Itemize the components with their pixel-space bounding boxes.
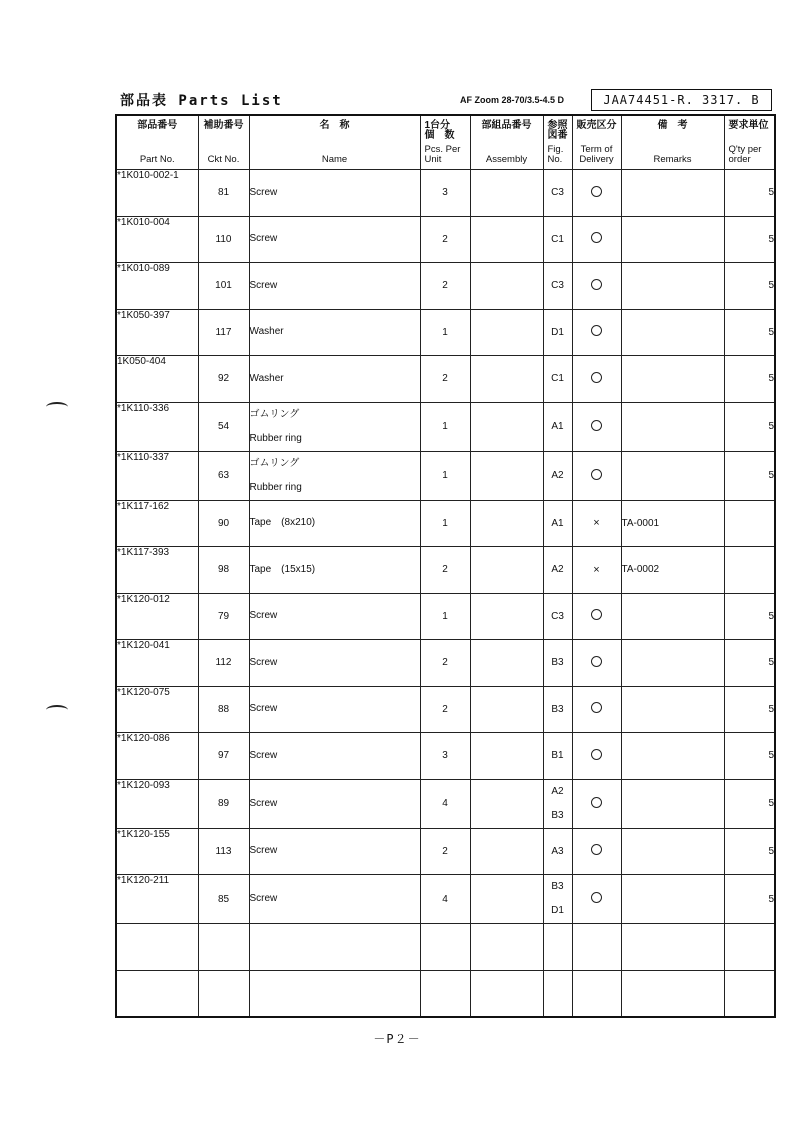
ckt-number-cell: 97 bbox=[198, 733, 249, 780]
header-fig-no bbox=[543, 115, 572, 170]
available-circle-icon bbox=[591, 797, 602, 808]
remarks-cell bbox=[621, 593, 724, 640]
remarks-cell bbox=[621, 263, 724, 310]
part-number-cell: *1K110-337 bbox=[116, 451, 198, 500]
name-cell: Screw bbox=[249, 686, 420, 733]
header-part-no bbox=[116, 115, 198, 170]
empty-row bbox=[116, 970, 775, 1017]
header-assembly-jp: 部組品番号 bbox=[481, 120, 532, 131]
qty-per-order-cell: 5 bbox=[724, 593, 775, 640]
name-cell: Screw bbox=[249, 593, 420, 640]
ckt-number-cell: 79 bbox=[198, 593, 249, 640]
ckt-number-cell: 98 bbox=[198, 547, 249, 594]
part-number-cell: *1K120-211 bbox=[116, 875, 198, 924]
empty-cell bbox=[543, 924, 572, 971]
header-ckt-no-jp: 補助番号 bbox=[203, 120, 244, 131]
delivery-cell bbox=[572, 828, 621, 875]
empty-row bbox=[116, 924, 775, 971]
assembly-cell bbox=[470, 356, 543, 403]
assembly-cell bbox=[470, 875, 543, 924]
table-row bbox=[116, 451, 775, 500]
not-available-cross-icon: × bbox=[593, 563, 600, 576]
delivery-cell bbox=[572, 263, 621, 310]
part-number-cell: *1K120-012 bbox=[116, 593, 198, 640]
qty-per-order-cell: 5 bbox=[724, 733, 775, 780]
header-name bbox=[249, 115, 420, 170]
header-fig-no-en: Fig. No. bbox=[547, 144, 564, 165]
remarks-cell bbox=[621, 216, 724, 263]
delivery-cell bbox=[572, 500, 621, 547]
header-assembly bbox=[470, 115, 543, 170]
fig-no-cell: B1 bbox=[543, 733, 572, 780]
qty-per-order-cell: 5 bbox=[724, 451, 775, 500]
qty-per-order-cell: 5 bbox=[724, 686, 775, 733]
qty-per-order-cell: 5 bbox=[724, 828, 775, 875]
pcs-per-unit-cell: 3 bbox=[420, 170, 470, 217]
fig-no-cell: C3 bbox=[543, 263, 572, 310]
header-remarks-en: Remarks bbox=[653, 154, 692, 165]
pcs-per-unit-cell: 1 bbox=[420, 593, 470, 640]
fig-no-cell: B3 bbox=[543, 640, 572, 687]
table-row bbox=[116, 356, 775, 403]
qty-per-order-cell: 5 bbox=[724, 216, 775, 263]
assembly-cell bbox=[470, 263, 543, 310]
name-cell: Tape (8x210) bbox=[249, 500, 420, 547]
header-qty-per-order-jp: 要求単位 bbox=[728, 120, 769, 131]
table-row bbox=[116, 402, 775, 451]
available-circle-icon bbox=[591, 325, 602, 336]
qty-per-order-cell: 5 bbox=[724, 402, 775, 451]
remarks-cell bbox=[621, 640, 724, 687]
header-fig-no-jp: 参照 図番 bbox=[547, 120, 568, 141]
binding-mark-top bbox=[46, 402, 68, 412]
header-part-no-jp: 部品番号 bbox=[137, 120, 178, 131]
fig-no-cell: A2 bbox=[543, 547, 572, 594]
pcs-per-unit-cell: 2 bbox=[420, 828, 470, 875]
table-row bbox=[116, 828, 775, 875]
ckt-number-cell: 90 bbox=[198, 500, 249, 547]
pcs-per-unit-cell: 2 bbox=[420, 263, 470, 310]
part-number-cell: *1K050-397 bbox=[116, 309, 198, 356]
empty-cell bbox=[543, 970, 572, 1017]
part-number-cell: *1K120-086 bbox=[116, 733, 198, 780]
header-remarks-jp: 備 考 bbox=[657, 120, 688, 131]
name-cell: Tape (15x15) bbox=[249, 547, 420, 594]
remarks-cell bbox=[621, 828, 724, 875]
name-cell: ゴムリング Rubber ring bbox=[249, 402, 420, 451]
name-cell: ゴムリング Rubber ring bbox=[249, 451, 420, 500]
remarks-cell bbox=[621, 779, 724, 828]
delivery-cell bbox=[572, 402, 621, 451]
remarks-cell bbox=[621, 356, 724, 403]
table-row bbox=[116, 170, 775, 217]
header-name-en: Name bbox=[321, 154, 348, 165]
name-cell: Screw bbox=[249, 733, 420, 780]
not-available-cross-icon: × bbox=[593, 517, 600, 530]
header-term-of-delivery-jp: 販売区分 bbox=[576, 120, 617, 131]
name-cell: Screw bbox=[249, 779, 420, 828]
empty-cell bbox=[621, 970, 724, 1017]
table-body bbox=[116, 170, 775, 1018]
name-cell: Screw bbox=[249, 875, 420, 924]
fig-no-cell: A2 B3 bbox=[543, 779, 572, 828]
empty-cell bbox=[420, 970, 470, 1017]
name-cell: Screw bbox=[249, 216, 420, 263]
delivery-cell bbox=[572, 686, 621, 733]
ckt-number-cell: 54 bbox=[198, 402, 249, 451]
fig-no-cell: A1 bbox=[543, 402, 572, 451]
page-title: 部品表 Parts List bbox=[120, 93, 283, 109]
header-pcs-per-unit bbox=[420, 115, 470, 170]
delivery-cell bbox=[572, 547, 621, 594]
fig-no-cell: A1 bbox=[543, 500, 572, 547]
remarks-cell bbox=[621, 451, 724, 500]
part-number-cell: *1K117-393 bbox=[116, 547, 198, 594]
ckt-number-cell: 113 bbox=[198, 828, 249, 875]
assembly-cell bbox=[470, 686, 543, 733]
qty-per-order-cell: 5 bbox=[724, 356, 775, 403]
delivery-cell bbox=[572, 356, 621, 403]
part-number-cell: *1K110-336 bbox=[116, 402, 198, 451]
assembly-cell bbox=[470, 828, 543, 875]
available-circle-icon bbox=[591, 372, 602, 383]
assembly-cell bbox=[470, 216, 543, 263]
qty-per-order-cell bbox=[724, 500, 775, 547]
fig-no-cell: A3 bbox=[543, 828, 572, 875]
fig-no-cell: A2 bbox=[543, 451, 572, 500]
assembly-cell bbox=[470, 500, 543, 547]
header-assembly-en: Assembly bbox=[485, 154, 528, 165]
table-row bbox=[116, 216, 775, 263]
remarks-cell bbox=[621, 170, 724, 217]
name-cell: Screw bbox=[249, 170, 420, 217]
part-number-cell: *1K010-004 bbox=[116, 216, 198, 263]
pcs-per-unit-cell: 2 bbox=[420, 216, 470, 263]
assembly-cell bbox=[470, 593, 543, 640]
assembly-cell bbox=[470, 402, 543, 451]
empty-cell bbox=[198, 970, 249, 1017]
ckt-number-cell: 112 bbox=[198, 640, 249, 687]
pcs-per-unit-cell: 1 bbox=[420, 500, 470, 547]
pcs-per-unit-cell: 4 bbox=[420, 875, 470, 924]
header-ckt-no bbox=[198, 115, 249, 170]
table-row bbox=[116, 640, 775, 687]
table-row bbox=[116, 309, 775, 356]
table-row bbox=[116, 875, 775, 924]
qty-per-order-cell: 5 bbox=[724, 170, 775, 217]
assembly-cell bbox=[470, 779, 543, 828]
qty-per-order-cell: 5 bbox=[724, 875, 775, 924]
remarks-cell bbox=[621, 875, 724, 924]
fig-no-cell: C1 bbox=[543, 356, 572, 403]
empty-cell bbox=[470, 970, 543, 1017]
name-cell: Screw bbox=[249, 828, 420, 875]
ckt-number-cell: 101 bbox=[198, 263, 249, 310]
available-circle-icon bbox=[591, 279, 602, 290]
empty-cell bbox=[572, 924, 621, 971]
delivery-cell bbox=[572, 170, 621, 217]
qty-per-order-cell: 5 bbox=[724, 640, 775, 687]
empty-cell bbox=[572, 970, 621, 1017]
table-row bbox=[116, 263, 775, 310]
header-pcs-per-unit-en: Pcs. Per Unit bbox=[424, 144, 461, 165]
part-number-cell: 1K050-404 bbox=[116, 356, 198, 403]
qty-per-order-cell bbox=[724, 547, 775, 594]
available-circle-icon bbox=[591, 609, 602, 620]
table-row bbox=[116, 779, 775, 828]
remarks-cell bbox=[621, 402, 724, 451]
ckt-number-cell: 110 bbox=[198, 216, 249, 263]
available-circle-icon bbox=[591, 232, 602, 243]
delivery-cell bbox=[572, 875, 621, 924]
header-qty-per-order-en: Q'ty per order bbox=[728, 144, 762, 165]
table-row bbox=[116, 500, 775, 547]
header-remarks bbox=[621, 115, 724, 170]
fig-no-cell: B3 D1 bbox=[543, 875, 572, 924]
header-ckt-no-en: Ckt No. bbox=[207, 154, 240, 165]
parts-table bbox=[115, 114, 776, 1018]
header-term-of-delivery-en: Term of Delivery bbox=[579, 144, 614, 165]
delivery-cell bbox=[572, 779, 621, 828]
table-row bbox=[116, 593, 775, 640]
header-qty-per-order bbox=[724, 115, 775, 170]
lens-model: AF Zoom 28-70/3.5-4.5 D bbox=[460, 95, 565, 105]
table-row bbox=[116, 547, 775, 594]
empty-cell bbox=[198, 924, 249, 971]
remarks-cell: TA-0001 bbox=[621, 500, 724, 547]
assembly-cell bbox=[470, 640, 543, 687]
part-number-cell: *1K120-093 bbox=[116, 779, 198, 828]
header-part-no-en: Part No. bbox=[139, 154, 175, 165]
ckt-number-cell: 89 bbox=[198, 779, 249, 828]
fig-no-cell: B3 bbox=[543, 686, 572, 733]
binding-mark-bottom bbox=[46, 705, 68, 715]
empty-cell bbox=[724, 970, 775, 1017]
qty-per-order-cell: 5 bbox=[724, 309, 775, 356]
table-row bbox=[116, 733, 775, 780]
available-circle-icon bbox=[591, 702, 602, 713]
name-cell: Screw bbox=[249, 640, 420, 687]
pcs-per-unit-cell: 2 bbox=[420, 547, 470, 594]
empty-cell bbox=[621, 924, 724, 971]
available-circle-icon bbox=[591, 656, 602, 667]
fig-no-cell: D1 bbox=[543, 309, 572, 356]
delivery-cell bbox=[572, 216, 621, 263]
delivery-cell bbox=[572, 309, 621, 356]
empty-cell bbox=[420, 924, 470, 971]
pcs-per-unit-cell: 2 bbox=[420, 640, 470, 687]
delivery-cell bbox=[572, 640, 621, 687]
empty-cell bbox=[470, 924, 543, 971]
empty-cell bbox=[116, 924, 198, 971]
assembly-cell bbox=[470, 733, 543, 780]
table-header bbox=[116, 115, 775, 170]
available-circle-icon bbox=[591, 420, 602, 431]
part-number-cell: *1K117-162 bbox=[116, 500, 198, 547]
assembly-cell bbox=[470, 547, 543, 594]
header-term-of-delivery bbox=[572, 115, 621, 170]
available-circle-icon bbox=[591, 749, 602, 760]
qty-per-order-cell: 5 bbox=[724, 779, 775, 828]
ckt-number-cell: 88 bbox=[198, 686, 249, 733]
empty-cell bbox=[724, 924, 775, 971]
part-number-cell: *1K120-075 bbox=[116, 686, 198, 733]
fig-no-cell: C3 bbox=[543, 170, 572, 217]
remarks-cell bbox=[621, 309, 724, 356]
pcs-per-unit-cell: 1 bbox=[420, 451, 470, 500]
table-row bbox=[116, 686, 775, 733]
empty-cell bbox=[116, 970, 198, 1017]
ckt-number-cell: 92 bbox=[198, 356, 249, 403]
ckt-number-cell: 117 bbox=[198, 309, 249, 356]
name-cell: Screw bbox=[249, 263, 420, 310]
assembly-cell bbox=[470, 309, 543, 356]
available-circle-icon bbox=[591, 469, 602, 480]
assembly-cell bbox=[470, 451, 543, 500]
part-number-cell: *1K010-089 bbox=[116, 263, 198, 310]
part-number-cell: *1K120-041 bbox=[116, 640, 198, 687]
pcs-per-unit-cell: 1 bbox=[420, 309, 470, 356]
part-number-cell: *1K120-155 bbox=[116, 828, 198, 875]
pcs-per-unit-cell: 2 bbox=[420, 356, 470, 403]
document-number: JAA74451-R. 3317. B bbox=[591, 89, 772, 111]
header-pcs-per-unit-jp: 1台分 個 数 bbox=[424, 120, 455, 141]
pcs-per-unit-cell: 1 bbox=[420, 402, 470, 451]
remarks-cell bbox=[621, 686, 724, 733]
delivery-cell bbox=[572, 733, 621, 780]
available-circle-icon bbox=[591, 892, 602, 903]
fig-no-cell: C3 bbox=[543, 593, 572, 640]
fig-no-cell: C1 bbox=[543, 216, 572, 263]
part-number-cell: *1K010-002-1 bbox=[116, 170, 198, 217]
name-cell: Washer bbox=[249, 309, 420, 356]
available-circle-icon bbox=[591, 186, 602, 197]
assembly-cell bbox=[470, 170, 543, 217]
header-name-jp: 名 称 bbox=[319, 120, 350, 131]
name-cell: Washer bbox=[249, 356, 420, 403]
qty-per-order-cell: 5 bbox=[724, 263, 775, 310]
empty-cell bbox=[249, 970, 420, 1017]
delivery-cell bbox=[572, 451, 621, 500]
pcs-per-unit-cell: 4 bbox=[420, 779, 470, 828]
empty-cell bbox=[249, 924, 420, 971]
pcs-per-unit-cell: 2 bbox=[420, 686, 470, 733]
available-circle-icon bbox=[591, 844, 602, 855]
remarks-cell: TA-0002 bbox=[621, 547, 724, 594]
page-number: －P２－ bbox=[373, 1032, 421, 1046]
delivery-cell bbox=[572, 593, 621, 640]
ckt-number-cell: 81 bbox=[198, 170, 249, 217]
ckt-number-cell: 85 bbox=[198, 875, 249, 924]
remarks-cell bbox=[621, 733, 724, 780]
ckt-number-cell: 63 bbox=[198, 451, 249, 500]
pcs-per-unit-cell: 3 bbox=[420, 733, 470, 780]
